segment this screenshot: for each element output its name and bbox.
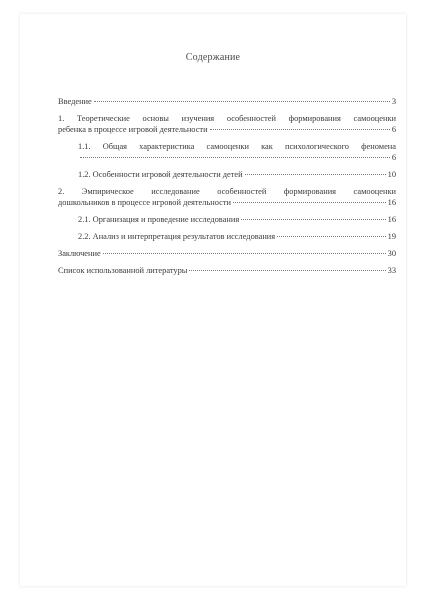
dot-leader — [277, 236, 385, 237]
dot-leader — [80, 157, 390, 158]
dot-leader — [210, 129, 390, 130]
toc-entry-conclusion — [58, 248, 396, 259]
toc-entry-section-1-1 — [58, 141, 396, 163]
toc-entry-text-continued: ребенка в процессе игровой деятельности — [58, 125, 208, 134]
toc-page-number: 16 — [387, 215, 396, 224]
toc-page-number: 19 — [387, 232, 396, 241]
toc-entry-text: 1. Теоретические основы изучения особенностей формирования самооценки — [58, 114, 396, 123]
toc-page-number: 30 — [387, 249, 396, 258]
toc-page-number: 3 — [391, 97, 396, 106]
toc-entry-text: 2.2. Анализ и интерпретация результатов исследования — [78, 232, 276, 241]
toc-entry-text: Список использованной литературы — [58, 266, 188, 275]
toc-page-number: 33 — [387, 266, 396, 275]
dot-leader — [189, 270, 385, 271]
toc-entry-section-2-1 — [58, 214, 396, 225]
toc-page-number: 16 — [387, 198, 396, 207]
toc-entry-text: Введение — [58, 97, 92, 106]
toc-entry-chapter-1 — [58, 113, 396, 135]
toc-entry-text: Заключение — [58, 249, 101, 258]
toc-entry-references — [58, 265, 396, 276]
dot-leader — [245, 174, 386, 175]
dot-leader — [103, 253, 386, 254]
toc-page-number: 6 — [391, 125, 396, 134]
toc-entry-section-2-2 — [58, 231, 396, 242]
toc-entry-chapter-2 — [58, 186, 396, 208]
document-page — [20, 14, 406, 586]
toc-entry-text: 2.1. Организация и проведение исследования — [78, 215, 240, 224]
toc-entry-text: 2. Эмпирическое исследование особенностей формирования самооценки — [58, 187, 396, 196]
toc-entry-text: 1.1. Общая характеристика самооценки как психологического феномена — [78, 142, 396, 151]
table-of-contents — [58, 96, 396, 282]
toc-page-number: 6 — [391, 153, 396, 162]
dot-leader — [94, 101, 390, 102]
toc-page-number: 10 — [387, 170, 396, 179]
toc-entry-section-1-2 — [58, 169, 396, 180]
toc-entry-text: 1.2. Особенности игровой деятельности детей — [78, 170, 243, 179]
dot-leader — [233, 202, 386, 203]
toc-entry-text-continued: дошкольников в процессе игровой деятельности — [58, 198, 232, 207]
toc-entry-introduction — [58, 96, 396, 107]
page-title: Содержание — [185, 52, 241, 63]
dot-leader — [241, 219, 385, 220]
